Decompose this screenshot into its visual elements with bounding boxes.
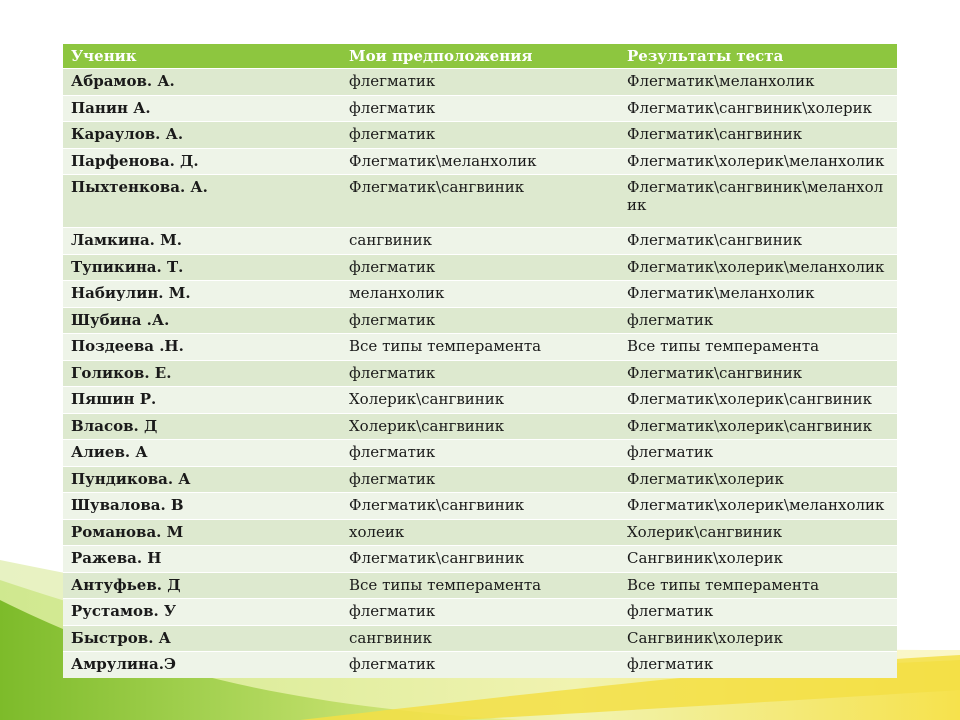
table-row	[63, 413, 897, 440]
table-row	[63, 148, 897, 175]
table-row	[63, 545, 897, 572]
table-row	[63, 280, 897, 307]
assumption-cell: Флегматик\сангвиник	[341, 545, 619, 572]
table-row	[63, 121, 897, 148]
student-name-cell: Рустамов. У	[63, 598, 341, 625]
assumption-cell: холеик	[341, 519, 619, 546]
assumption-cell: флегматик	[341, 439, 619, 466]
student-name-cell: Ламкина. М.	[63, 227, 341, 254]
test-result-cell: Флегматик\холерик\меланхолик	[619, 148, 897, 175]
test-result-cell: флегматик	[619, 307, 897, 334]
header-student: Ученик	[63, 44, 341, 68]
assumption-cell: меланхолик	[341, 280, 619, 307]
student-name-cell: Ражева. Н	[63, 545, 341, 572]
test-result-cell: Флегматик\сангвиник\холерик	[619, 95, 897, 122]
assumption-cell: флегматик	[341, 466, 619, 493]
assumption-cell: Все типы темперамента	[341, 333, 619, 360]
table-row	[63, 492, 897, 519]
temperament-table	[63, 44, 897, 678]
table-header-row	[63, 44, 897, 68]
assumption-cell: флегматик	[341, 95, 619, 122]
assumption-cell: Флегматик\сангвиник	[341, 492, 619, 519]
test-result-cell: флегматик	[619, 598, 897, 625]
assumption-cell: Флегматик\меланхолик	[341, 148, 619, 175]
student-name-cell: Караулов. А.	[63, 121, 341, 148]
student-name-cell: Пыхтенкова. А.	[63, 174, 341, 227]
temperament-table-container	[63, 44, 897, 678]
table-row	[63, 651, 897, 678]
student-name-cell: Пяшин Р.	[63, 386, 341, 413]
test-result-cell: Флегматик\сангвиник	[619, 121, 897, 148]
test-result-cell: Флегматик\холерик\сангвиник	[619, 413, 897, 440]
assumption-cell: Холерик\сангвиник	[341, 386, 619, 413]
student-name-cell: Голиков. Е.	[63, 360, 341, 387]
table-row	[63, 466, 897, 493]
table-row	[63, 625, 897, 652]
table-row	[63, 360, 897, 387]
assumption-cell: флегматик	[341, 360, 619, 387]
student-name-cell: Панин А.	[63, 95, 341, 122]
student-name-cell: Власов. Д	[63, 413, 341, 440]
test-result-cell: флегматик	[619, 439, 897, 466]
table-row	[63, 68, 897, 95]
header-my-assumptions: Мои предположения	[341, 44, 619, 68]
test-result-cell: Флегматик\холерик\меланхолик	[619, 254, 897, 281]
student-name-cell: Алиев. А	[63, 439, 341, 466]
student-name-cell: Шубина .А.	[63, 307, 341, 334]
student-name-cell: Антуфьев. Д	[63, 572, 341, 599]
assumption-cell: флегматик	[341, 68, 619, 95]
test-result-cell: Флегматик\меланхолик	[619, 68, 897, 95]
student-name-cell: Тупикина. Т.	[63, 254, 341, 281]
student-name-cell: Поздеева .Н.	[63, 333, 341, 360]
student-name-cell: Быстров. А	[63, 625, 341, 652]
header-test-results: Результаты теста	[619, 44, 897, 68]
table-row	[63, 333, 897, 360]
test-result-cell: Флегматик\меланхолик	[619, 280, 897, 307]
table-row	[63, 386, 897, 413]
assumption-cell: флегматик	[341, 307, 619, 334]
test-result-cell: Флегматик\холерик	[619, 466, 897, 493]
assumption-cell: Флегматик\сангвиник	[341, 174, 619, 227]
student-name-cell: Амрулина.Э	[63, 651, 341, 678]
test-result-cell: Флегматик\холерик\сангвиник	[619, 386, 897, 413]
table-row	[63, 95, 897, 122]
table-row	[63, 598, 897, 625]
assumption-cell: Холерик\сангвиник	[341, 413, 619, 440]
table-row	[63, 227, 897, 254]
table-row	[63, 439, 897, 466]
test-result-cell: Все типы темперамента	[619, 333, 897, 360]
test-result-cell: Флегматик\холерик\меланхолик	[619, 492, 897, 519]
assumption-cell: сангвиник	[341, 625, 619, 652]
student-name-cell: Пундикова. А	[63, 466, 341, 493]
assumption-cell: флегматик	[341, 651, 619, 678]
student-name-cell: Романова. М	[63, 519, 341, 546]
assumption-cell: флегматик	[341, 598, 619, 625]
table-row	[63, 572, 897, 599]
student-name-cell: Набиулин. М.	[63, 280, 341, 307]
test-result-cell: Холерик\сангвиник	[619, 519, 897, 546]
assumption-cell: Все типы темперамента	[341, 572, 619, 599]
assumption-cell: флегматик	[341, 254, 619, 281]
table-row	[63, 254, 897, 281]
test-result-cell: Сангвиник\холерик	[619, 625, 897, 652]
test-result-cell: Флегматик\сангвиник	[619, 360, 897, 387]
table-row	[63, 307, 897, 334]
student-name-cell: Абрамов. А.	[63, 68, 341, 95]
test-result-cell: флегматик	[619, 651, 897, 678]
test-result-cell: Все типы темперамента	[619, 572, 897, 599]
test-result-cell: Флегматик\сангвиник	[619, 227, 897, 254]
table-row	[63, 174, 897, 227]
test-result-cell: Сангвиник\холерик	[619, 545, 897, 572]
table-row	[63, 519, 897, 546]
student-name-cell: Парфенова. Д.	[63, 148, 341, 175]
test-result-cell: Флегматик\сангвиник\меланхолик	[619, 174, 897, 227]
assumption-cell: сангвиник	[341, 227, 619, 254]
assumption-cell: флегматик	[341, 121, 619, 148]
student-name-cell: Шувалова. В	[63, 492, 341, 519]
